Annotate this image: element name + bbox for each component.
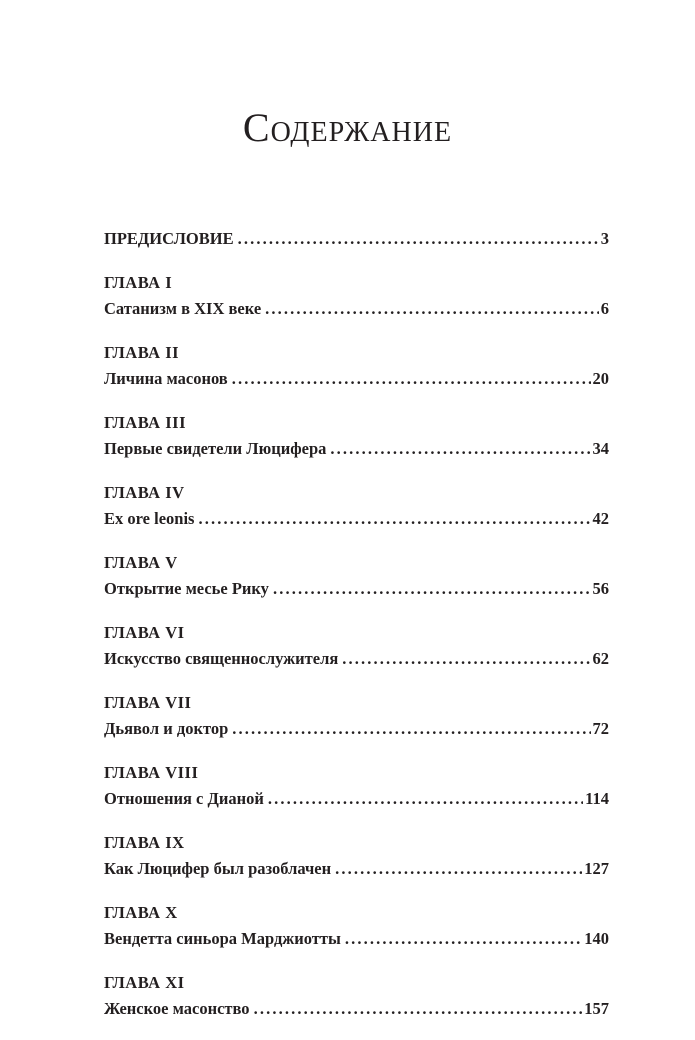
- chapter-label: ГЛАВА III: [104, 413, 186, 432]
- toc-entry-preface: [104, 226, 609, 252]
- dot-leader: [232, 366, 591, 392]
- toc-entry-title: Искусство священнослужителя: [104, 649, 339, 668]
- chapter-label: ГЛАВА VIII: [104, 763, 199, 782]
- toc-page-number: 34: [592, 439, 609, 458]
- toc-entry-title: Женское масонство: [104, 999, 250, 1018]
- dot-leader: [238, 226, 599, 252]
- toc-entry-chapter-9: [104, 830, 609, 882]
- toc-entry-title: Ex ore leonis: [104, 509, 195, 528]
- toc-line[interactable]: [104, 296, 609, 322]
- chapter-label: ГЛАВА X: [104, 903, 178, 922]
- toc-entry-chapter-3: [104, 410, 609, 462]
- dot-leader: [198, 506, 590, 532]
- toc-page-number: 140: [584, 929, 609, 948]
- toc-entry-title: Первые свидетели Люцифера: [104, 439, 327, 458]
- toc-entry-chapter-4: [104, 480, 609, 532]
- toc-page-number: 20: [592, 369, 609, 388]
- toc-entry-title: ПРЕДИСЛОВИЕ: [104, 229, 234, 248]
- toc-entry-title: Вендетта синьора Марджиотты: [104, 929, 341, 948]
- chapter-label: ГЛАВА IX: [104, 833, 185, 852]
- toc-page-number: 72: [592, 719, 609, 738]
- table-of-contents: [104, 226, 609, 1040]
- toc-page-number: 42: [592, 509, 609, 528]
- toc-line[interactable]: [104, 506, 609, 532]
- dot-leader: [268, 786, 583, 812]
- toc-line[interactable]: [104, 366, 609, 392]
- toc-line[interactable]: [104, 646, 609, 672]
- page-title: Содержание: [242, 105, 453, 150]
- toc-page-number: 127: [584, 859, 609, 878]
- toc-entry-chapter-1: [104, 270, 609, 322]
- dot-leader: [273, 576, 591, 602]
- toc-line[interactable]: [104, 786, 609, 812]
- toc-line[interactable]: [104, 856, 609, 882]
- toc-entry-chapter-5: [104, 550, 609, 602]
- toc-page-number: 157: [584, 999, 609, 1018]
- chapter-label: ГЛАВА V: [104, 553, 178, 572]
- toc-page-number: 6: [600, 299, 609, 318]
- toc-entry-chapter-11: [104, 970, 609, 1022]
- chapter-label: ГЛАВА IV: [104, 483, 185, 502]
- toc-line[interactable]: [104, 926, 609, 952]
- toc-entry-chapter-8: [104, 760, 609, 812]
- chapter-label: ГЛАВА I: [104, 273, 173, 292]
- dot-leader: [330, 436, 590, 462]
- toc-entry-chapter-6: [104, 620, 609, 672]
- toc-line[interactable]: [104, 436, 609, 462]
- toc-page-number: 62: [592, 649, 609, 668]
- toc-entry-chapter-2: [104, 340, 609, 392]
- chapter-label: ГЛАВА VII: [104, 693, 192, 712]
- toc-entry-title: Как Люцифер был разоблачен: [104, 859, 332, 878]
- dot-leader: [345, 926, 582, 952]
- toc-line[interactable]: [104, 226, 609, 252]
- dot-leader: [265, 296, 599, 322]
- toc-entry-chapter-7: [104, 690, 609, 742]
- toc-page-number: 56: [592, 579, 609, 598]
- chapter-label: ГЛАВА VI: [104, 623, 185, 642]
- toc-line[interactable]: [104, 576, 609, 602]
- toc-entry-chapter-10: [104, 900, 609, 952]
- toc-entry-title: Сатанизм в XIX веке: [104, 299, 262, 318]
- chapter-label: ГЛАВА II: [104, 343, 180, 362]
- toc-entry-title: Отношения с Дианой: [104, 789, 264, 808]
- toc-line[interactable]: [104, 716, 609, 742]
- toc-page-number: 3: [600, 229, 609, 248]
- toc-entry-title: Открытие месье Рику: [104, 579, 269, 598]
- toc-entry-title: Личина масонов: [104, 369, 228, 388]
- dot-leader: [342, 646, 590, 672]
- dot-leader: [232, 716, 590, 742]
- toc-page-number: 114: [585, 789, 609, 808]
- chapter-label: ГЛАВА XI: [104, 973, 185, 992]
- dot-leader: [335, 856, 582, 882]
- toc-entry-title: Дьявол и доктор: [104, 719, 229, 738]
